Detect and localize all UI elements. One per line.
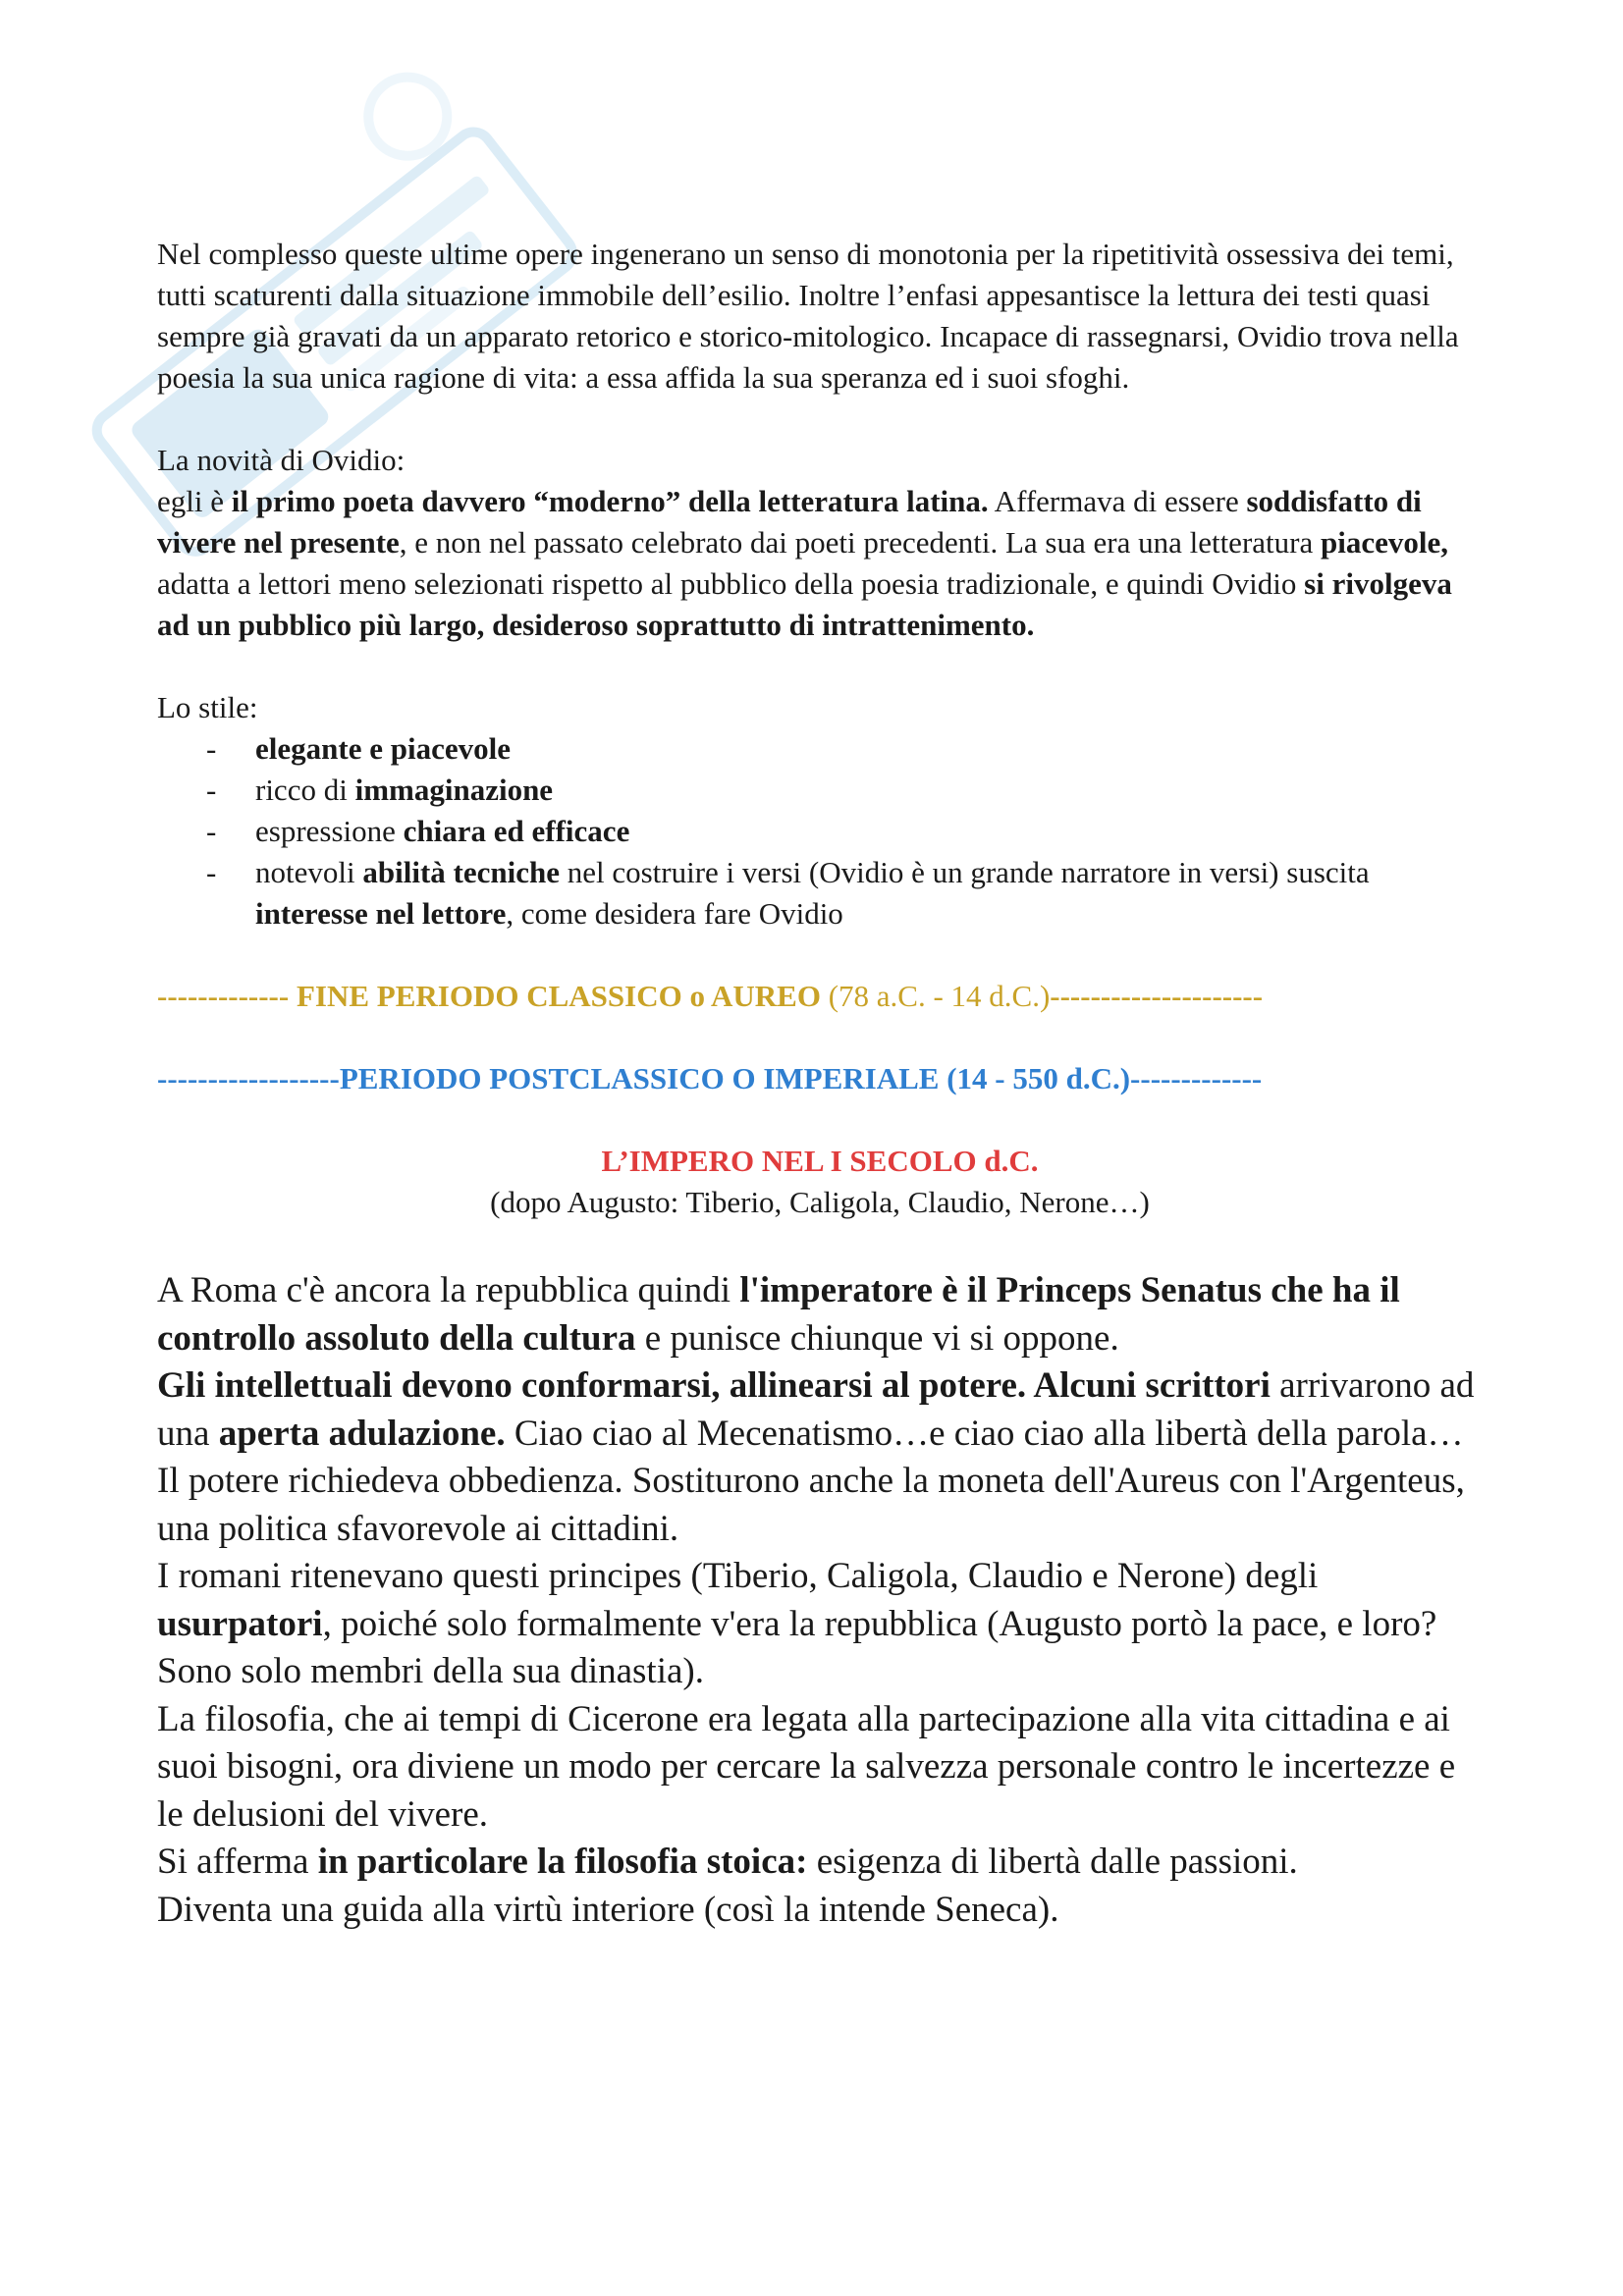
spacer (157, 1017, 1483, 1058)
body-bold: l'imperatore è il Princeps Senatus che ha il controllo assoluto della cultura (157, 1270, 1400, 1359)
list-item-text: espressione (255, 814, 404, 848)
list-item (206, 770, 1483, 811)
list-item-text: nel costruire i versi (Ovidio è un grande narratore in versi) suscita (559, 855, 1370, 889)
body-text: , poiché solo formalmente v'era la repubblica (Augusto portò la pace, e loro? Sono solo membri della sua dinastia). (157, 1603, 1437, 1691)
list-item (206, 852, 1483, 934)
body-text: arrivarono ad una (157, 1365, 1475, 1454)
dash-bullet: - (206, 814, 217, 848)
body-paragraph: Il potere richiedeva obbedienza. Sostiturono anche la moneta dell'Aureus con l'Argenteus, una politica sfavorevole ai cittadini. (157, 1461, 1465, 1549)
stile-list (157, 728, 1483, 934)
novita-bold-1: il primo poeta davvero “moderno” della letteratura latina. (231, 484, 989, 518)
body-paragraph: La filosofia, che ai tempi di Cicerone era legata alla partecipazione alla vita cittadina e ai suoi bisogni, ora diviene un modo per cercare la salvezza personale contro le incertezze e le delusioni del vivere. (157, 1698, 1456, 1835)
spacer (157, 646, 1483, 687)
list-item-text: notevoli (255, 855, 363, 889)
body-paragraph: Diventa una guida alla virtù interiore (così la intende Seneca). (157, 1889, 1059, 1930)
list-item (206, 728, 1483, 770)
list-item-bold: interesse nel lettore (255, 896, 507, 931)
body-text: e punisce chiunque vi si oppone. (635, 1317, 1119, 1359)
list-item-bold: chiara ed efficace (403, 814, 630, 848)
body-bold: in particolare la filosofia stoica: (317, 1842, 808, 1882)
list-item-text: , come desidera fare Ovidio (506, 896, 843, 931)
spacer (157, 399, 1483, 440)
dash-bullet: - (206, 731, 217, 766)
list-item-bold: immaginazione (354, 773, 554, 807)
body-bold: usurpatori (157, 1603, 323, 1644)
section-subtitle: (dopo Augusto: Tiberio, Caligola, Claudio, Nerone…) (490, 1185, 1150, 1219)
body-bold: aperta adulazione. (218, 1413, 506, 1454)
divider-dates: (78 a.C. - 14 d.C.) (820, 979, 1051, 1013)
body-paragraph (157, 1553, 1483, 1696)
document-page (157, 234, 1483, 1934)
body-text: Si afferma (157, 1842, 318, 1882)
body-text: I romani ritenevano questi principes (Tiberio, Caligola, Claudio e Nerone) degli (157, 1556, 1319, 1596)
dash-bullet: - (206, 855, 217, 889)
intro-paragraph: Nel complesso queste ultime opere ingenerano un senso di monotonia per la ripetitività ossessiva dei temi, tutti scaturenti dalla situazione immobile dell’esilio. Inoltre l’enfasi appesantisce la lettura dei testi quasi sempre già gravati da un apparato retorico e storico-mitologico. Incapace di rassegnarsi, Ovidio trova nella poesia la sua unica ragione di vita: a essa affida la sua speranza ed i suoi sfoghi. (157, 237, 1459, 395)
list-item-bold: elegante e piacevole (255, 731, 511, 766)
novita-text-1: egli è (157, 484, 232, 518)
divider-dashes-right: --------------------- (1050, 979, 1264, 1013)
stile-heading: Lo stile: (157, 690, 258, 724)
novita-bold-2: soddisfatto di vivere nel presente (157, 484, 1422, 560)
body-text: esigenza di libertà dalle passioni. (807, 1842, 1298, 1882)
divider-classic-period (157, 976, 1483, 1017)
list-item-text: ricco di (255, 773, 355, 807)
body-paragraph (157, 1839, 1483, 1887)
spacer (157, 1223, 1483, 1267)
main-body-text (157, 1267, 1483, 1934)
novita-text-4: adatta a lettori meno selezionati rispetto al pubblico della poesia tradizionale, e quindi Ovidio (157, 566, 1305, 601)
body-text: Ciao ciao al Mecenatismo…e ciao ciao alla libertà della parola… (505, 1413, 1464, 1454)
novita-heading: La novità di Ovidio: (157, 443, 406, 477)
divider-title: FINE PERIODO CLASSICO o AUREO (296, 979, 821, 1013)
novita-bold-3: piacevole, (1320, 525, 1448, 560)
body-bold: Gli intellettuali devono conformarsi, allinearsi al potere. Alcuni scrittori (157, 1365, 1271, 1406)
body-paragraph (157, 1362, 1483, 1458)
section-title: L’IMPERO NEL I SECOLO d.C. (601, 1144, 1039, 1178)
body-paragraph (157, 1267, 1483, 1362)
novita-bold-4: si rivolgeva ad un pubblico più largo, desideroso soprattutto di intrattenimento. (157, 566, 1452, 642)
divider-imperial-period: ------------------PERIODO POSTCLASSICO O IMPERIALE (14 - 550 d.C.)------------- (157, 1061, 1263, 1095)
divider-dashes-left: ------------- (157, 979, 297, 1013)
dash-bullet: - (206, 773, 217, 807)
body-text: A Roma c'è ancora la repubblica quindi (157, 1270, 740, 1310)
novita-text-3: , e non nel passato celebrato dai poeti precedenti. La sua era una letteratura (399, 525, 1321, 560)
novita-paragraph (157, 481, 1483, 646)
spacer (157, 1099, 1483, 1141)
list-item-bold: abilità tecniche (362, 855, 560, 889)
spacer (157, 934, 1483, 976)
list-item (206, 811, 1483, 852)
novita-text-2: Affermava di essere (988, 484, 1247, 518)
